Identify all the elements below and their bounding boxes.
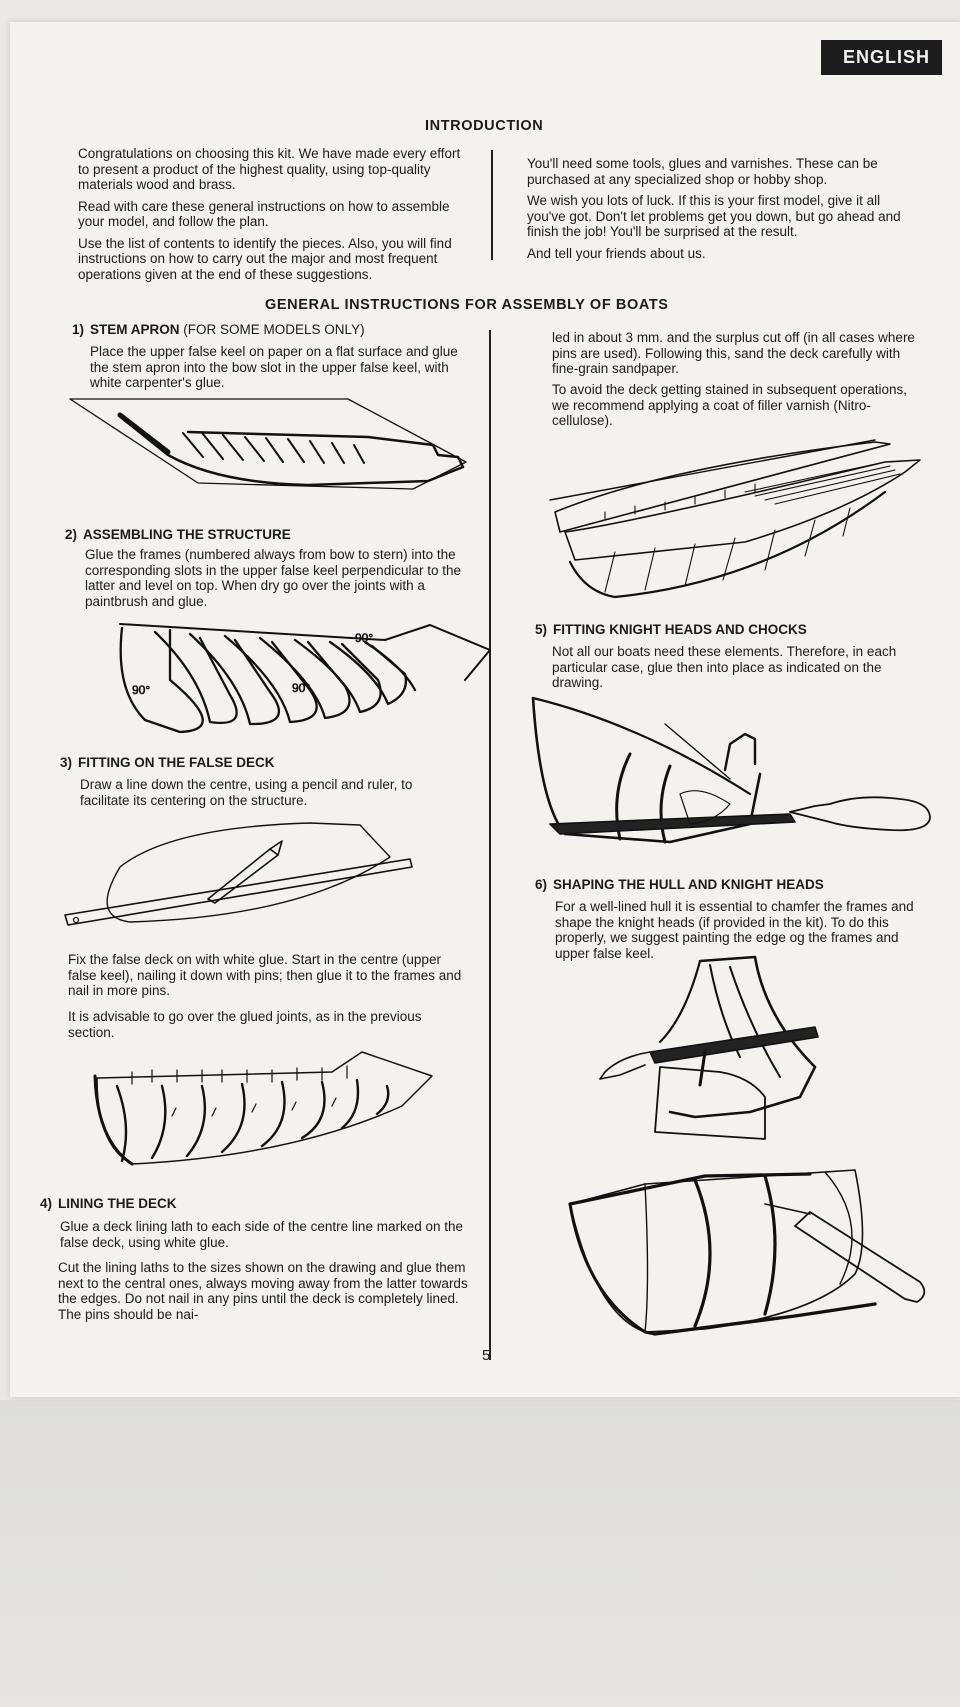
- false-deck-drawing: [60, 817, 450, 937]
- section-5-text: Not all our boats need these elements. Therefore, in each particular case, glue then into place as indicated on the drawing.: [552, 644, 897, 690]
- table-surface: [0, 1400, 960, 1707]
- section-2-heading: [65, 527, 291, 542]
- column-divider: [489, 330, 491, 1360]
- section-number: 6): [535, 877, 548, 892]
- stem-apron-drawing: [68, 397, 468, 497]
- shaping-hull-drawing: [565, 1164, 935, 1339]
- intro-paragraph: Read with care these general instructions on how to assemble your model, and follow the plan.: [78, 198, 450, 229]
- section-5-heading: [535, 622, 807, 637]
- section-title: FITTING KNIGHT HEADS AND CHOCKS: [553, 622, 807, 637]
- section-3-text-3: It is advisable to go over the glued joints, as in the previous section.: [68, 1009, 422, 1040]
- intro-paragraph: Congratulations on choosing this kit. We have made every effort to present a product of the highest quality, using top-quality materials wood and brass.: [78, 146, 461, 192]
- section-2-text: Glue the frames (numbered always from bow to stern) into the corresponding slots in the upper false keel perpendicular to the latter and level on top. When dry go over the joints with a paintbrush and glue.: [85, 547, 461, 609]
- intro-paragraph: We wish you lots of luck. If this is your first model, give it all you've got. Don't let problems get you down, but go ahead and finish the job! You'll be surprised at the result.: [527, 193, 901, 239]
- deck-lining-drawing: [545, 432, 925, 592]
- angle-label: 90°: [292, 681, 311, 695]
- glued-deck-drawing: [92, 1046, 442, 1166]
- section-number: 3): [60, 755, 73, 770]
- section-1-text: Place the upper false keel on paper on a flat surface and glue the stem apron into the bow slot in the upper false keel, with white carpenter's glue.: [90, 344, 458, 390]
- intro-left-column: [78, 146, 473, 288]
- section-4-text-2: Cut the lining laths to the sizes shown on the drawing and glue them next to the central ones, always moving away from the latter towards the edges. Do not nail in any pins until the deck is completely lined. The pins should be nai-: [58, 1260, 468, 1322]
- section-number: 2): [65, 527, 78, 542]
- knight-heads-drawing: [530, 694, 940, 864]
- page-number: 5: [482, 1347, 491, 1364]
- section-title: LINING THE DECK: [58, 1196, 177, 1211]
- angle-label: 90°: [132, 683, 151, 697]
- section-number: 5): [535, 622, 548, 637]
- general-instructions-title: GENERAL INSTRUCTIONS FOR ASSEMBLY OF BOATS: [265, 297, 669, 313]
- section-number: 1): [72, 322, 85, 337]
- section-1-heading: [72, 322, 365, 337]
- section-4-continued-2: To avoid the deck getting stained in subsequent operations, we recommend applying a coat of filler varnish (Nitro-cellulose).: [552, 382, 907, 428]
- chamfer-frames-drawing: [600, 957, 850, 1127]
- instruction-page: [10, 22, 960, 1397]
- section-6-text: For a well-lined hull it is essential to chamfer the frames and shape the knight heads (if provided in the kit). To do this properly, we suggest painting the edge og the frames and upper false keel.: [555, 899, 914, 961]
- intro-paragraph: Use the list of contents to identify the pieces. Also, you will find instructions on how to carry out the major and most frequent operations given at the end of these suggestions.: [78, 235, 452, 282]
- section-3-text-2: Fix the false deck on with white glue. Start in the centre (upper false keel), nailing it down with pins; then glue it to the frames and nail in more pins.: [68, 952, 462, 998]
- section-title: SHAPING THE HULL AND KNIGHT HEADS: [553, 877, 824, 892]
- intro-right-column: [527, 156, 907, 267]
- section-title: FITTING ON THE FALSE DECK: [78, 755, 275, 770]
- section-4-text: Glue a deck lining lath to each side of the centre line marked on the false deck, using white glue.: [60, 1219, 463, 1250]
- section-4-heading: [40, 1196, 177, 1211]
- intro-paragraph: And tell your friends about us.: [527, 245, 706, 261]
- angle-label: 90°: [355, 631, 374, 645]
- frames-assembly-drawing: [110, 620, 440, 735]
- language-tab: ENGLISH: [821, 40, 942, 75]
- section-4-continued: led in about 3 mm. and the surplus cut off (in all cases where pins are used). Following this, sand the deck carefully with fine-grain sandpaper.: [552, 330, 915, 376]
- introduction-title: INTRODUCTION: [425, 118, 544, 134]
- intro-paragraph: You'll need some tools, glues and varnishes. These can be purchased at any specialized shop or hobby shop.: [527, 156, 878, 187]
- section-title: ASSEMBLING THE STRUCTURE: [83, 527, 291, 542]
- section-title: STEM APRON: [90, 322, 180, 337]
- section-number: 4): [40, 1196, 53, 1211]
- column-divider: [491, 150, 493, 260]
- section-6-heading: [535, 877, 824, 892]
- section-3-heading: [60, 755, 275, 770]
- section-3-text: Draw a line down the centre, using a pencil and ruler, to facilitate its centering on the structure.: [80, 777, 413, 808]
- section-note: (FOR SOME MODELS ONLY): [183, 322, 365, 337]
